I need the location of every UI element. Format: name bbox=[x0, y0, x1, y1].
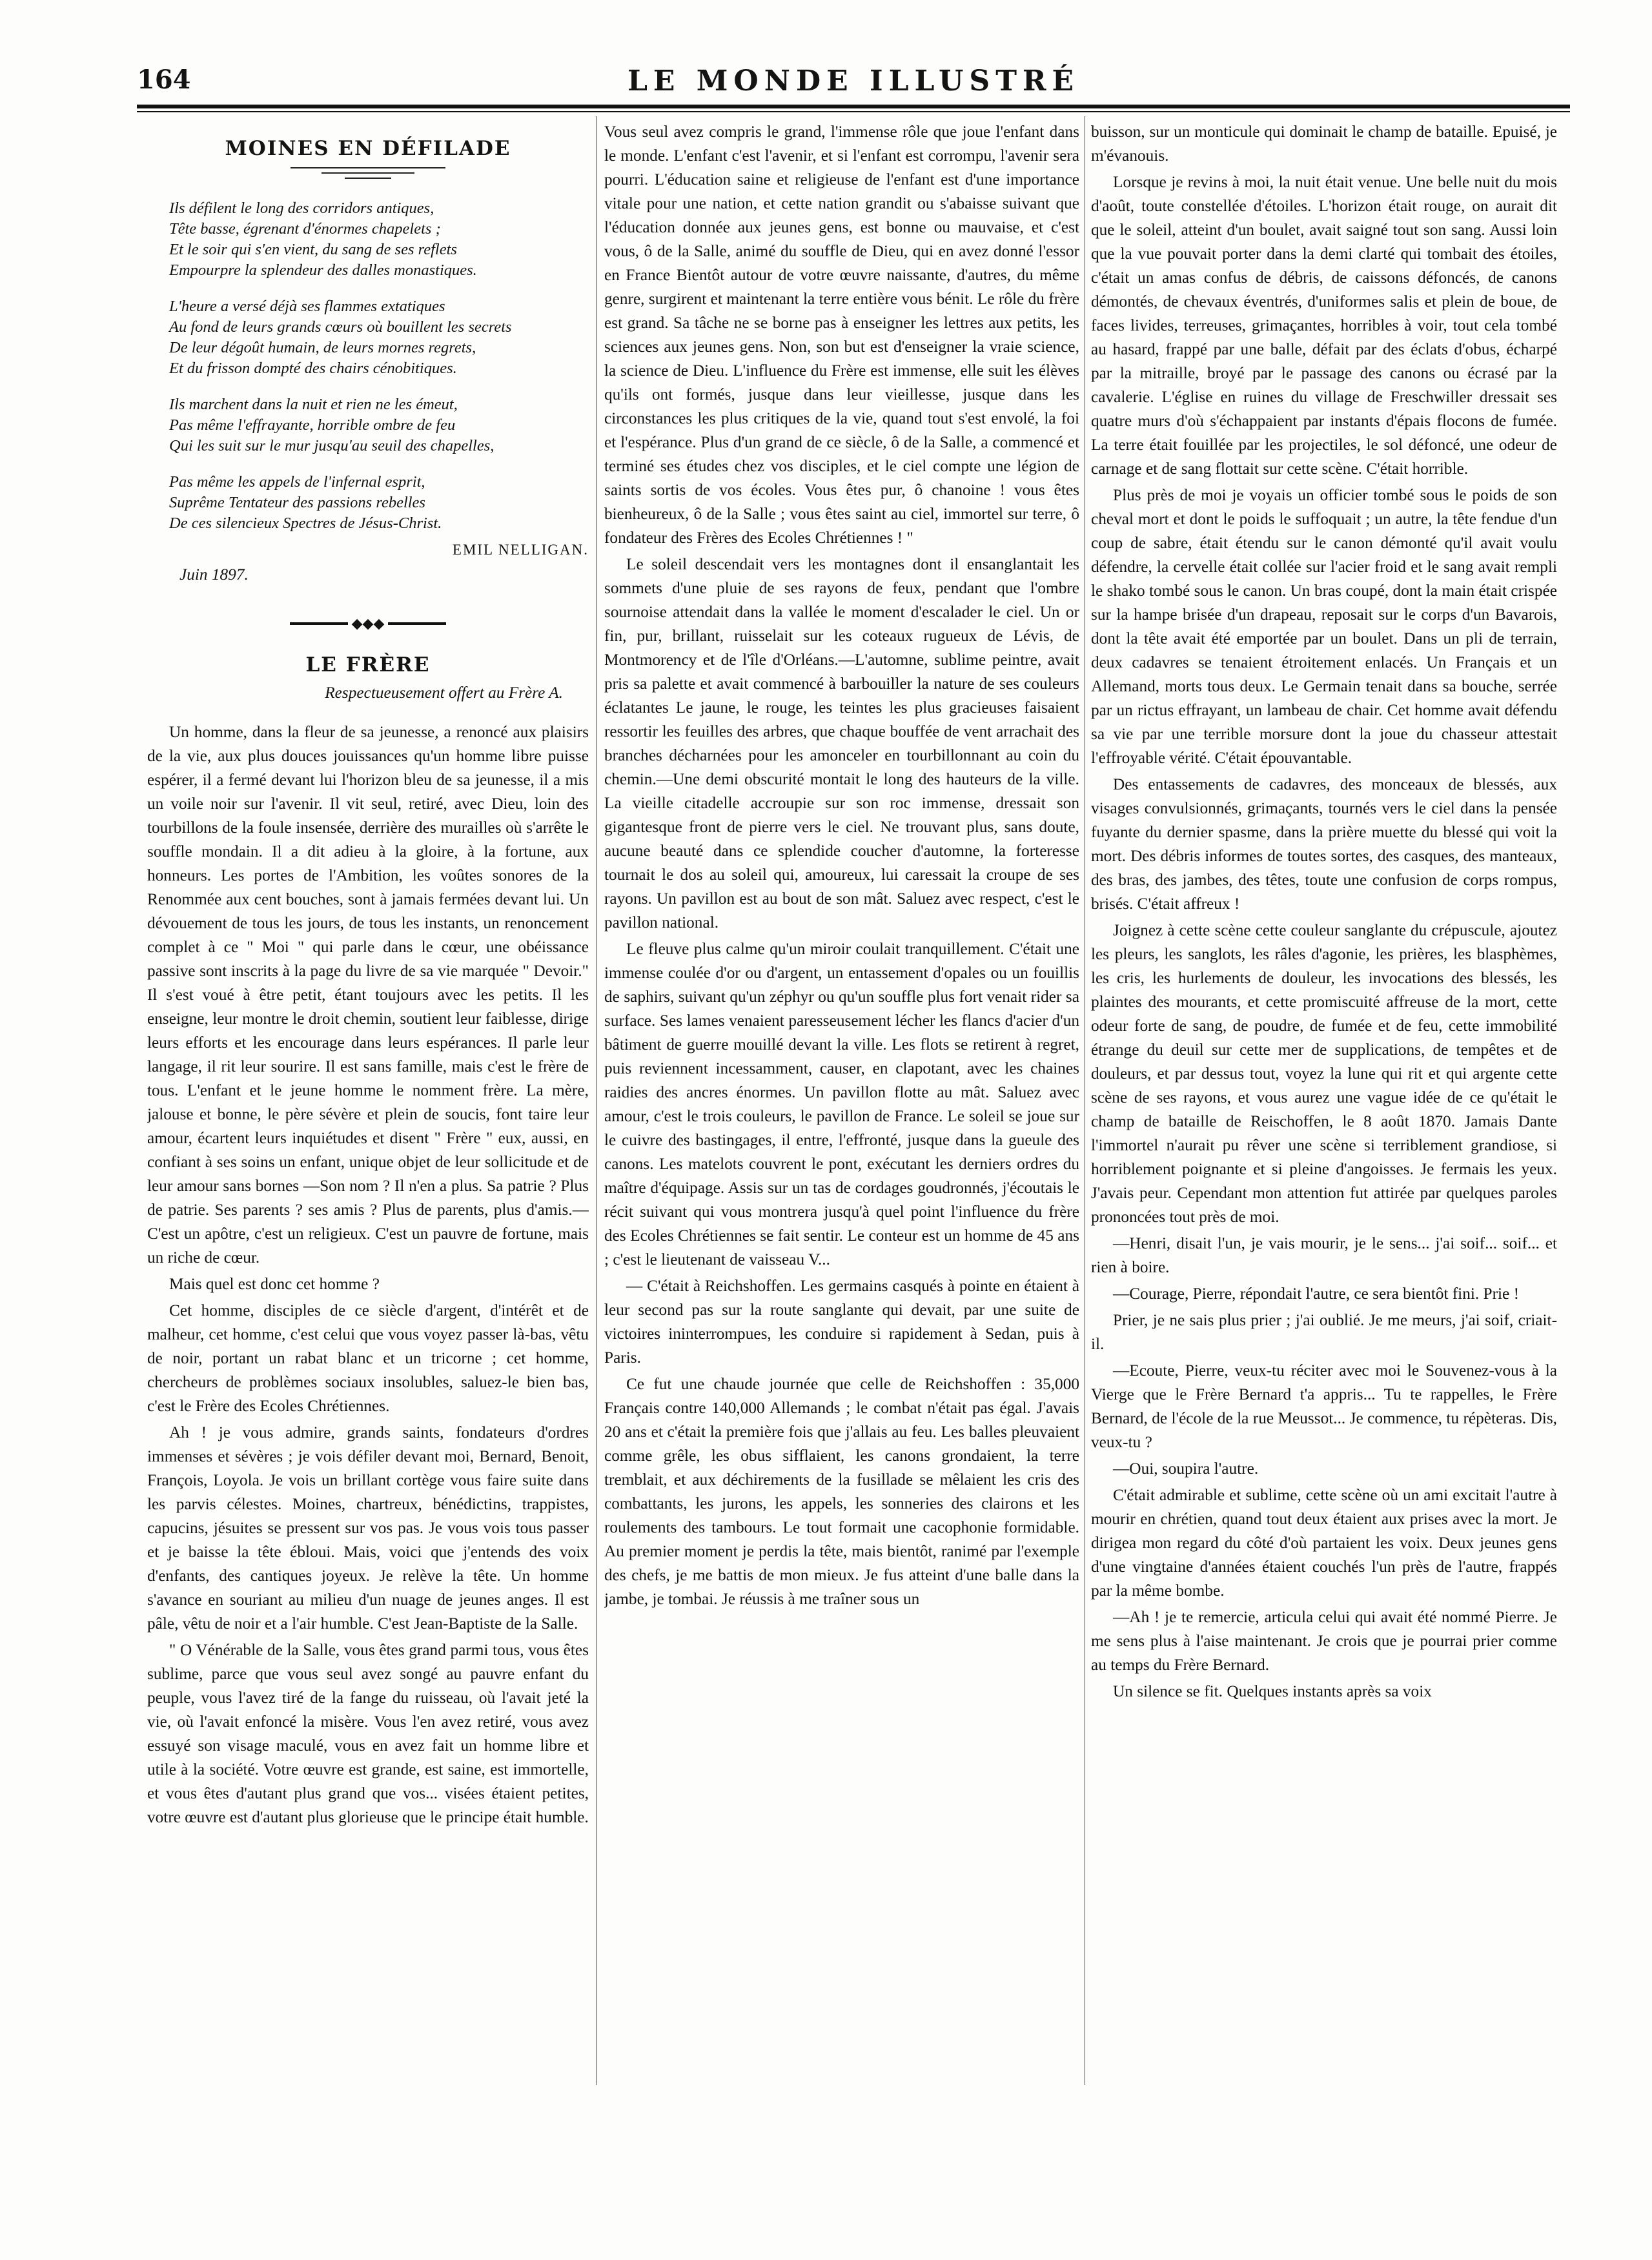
paragraph: Vous seul avez compris le grand, l'immense rôle que joue l'enfant dans le monde. L'enfant c'est l'avenir, et si l'enfant est corrompu, l'avenir sera pourri. L'éducation saine et religieuse de l'enfant est d'une importance vitale pour une nation, et cette nation grandit ou s'abaisse suivant que l'éducation donnée aux jeunes gens, est bonne ou mauvaise, et c'est vous, ô de la Salle, animé du souffle de Dieu, qui en avez donné l'essor en France Bientôt autour de votre œuvre naissante, d'autres, du même genre, surgirent et maintenant la terre entière vous bénit. Le rôle du frère est grand. Sa tâche ne se borne pas à enseigner les lettres aux petits, les sciences aux jeunes gens. Non, son but est d'enseigner la vraie science, la science de Dieu. L'influence du Frère est immense, elle suit les élèves qu'ils ont formés, jusque dans leur vieillesse, jusque dans les circonstances les plus critiques de la vie, quand tout s'est envolé, la foi et l'espérance. Plus d'un grand de ce siècle, ô de la Salle, a commencé et terminé ses études chez vos disciples, et le ciel compte une légion de saints sortis de vos écoles. Vous êtes pur, ô chanoine ! vous êtes bienheureux, ô de la Salle ; vous êtes saint au ciel, immortel sur terre, ô fondateur des Frères des Ecoles Chrétiennes ! " bbox=[604, 123, 1079, 547]
article-title: LE FRÈRE bbox=[305, 653, 431, 677]
poem-signature: EMIL NELLIGAN. bbox=[452, 542, 589, 558]
paragraph: —Courage, Pierre, répondait l'autre, ce sera bientôt fini. Prie ! bbox=[1113, 1285, 1520, 1303]
paragraph: Un homme, dans la fleur de sa jeunesse, a renoncé aux plaisirs de la vie, aux plus douces jouissances qu'un homme libre puisse espérer, il a fermé devant lui l'horizon bleu de sa jeunesse, il a mis un voile noir sur l'avenir. Il vit seul, retiré, avec Dieu, loin des tourbillons de la foule insensée, derrière des murailles où s'arrête le souffle mondain. Il a dit adieu à la gloire, à la fortune, aux honneurs. Les portes de l'Ambition, les voûtes sonores de la Renommée aux cent bouches, sont à jamais fermées devant lui. Un dévouement de tous les jours, de tous les instants, un renoncement complet à ce " Moi " qui parle dans le cœur, une obéissance passive sont inscrits à la page du livre de sa vie marquée " Devoir." Il s'est voué à être petit, étant toujours avec les petits. Il les enseigne, leur montre le droit chemin, soutient leur faiblesse, dirige leurs efforts et les encourage dans leurs espérances. Il parle leur langage, il rit leur sourire. Il est sans famille, mais c'est le frère de tous. L'enfant et le jeune homme le nomment frère. La mère, jalouse et bonne, le père sévère et plein de soucis, font taire leur amour, écartent leurs inquiétudes et disent " Frère " eux, aussi, en confiant à ses soins un enfant, unique objet de leur sollicitude et de leur amour sans bornes —Son nom ? Il n'en a plus. Sa patrie ? Plus de patrie. Ses parents ? ses amis ? Plus de parents, plus d'amis.—C'est un apôtre, c'est un religieux. C'est un pauvre de fortune, mais un riche de cœur. bbox=[147, 723, 589, 1267]
column-3 bbox=[1091, 120, 1557, 1704]
header-rule-thick bbox=[137, 105, 1570, 108]
poem-line: L'heure a versé déjà ses flammes extatiques bbox=[169, 298, 445, 315]
poem-line: Au fond de leurs grands cœurs où bouillent les secrets bbox=[169, 318, 512, 336]
poem-line: Et du frisson dompté des chairs cénobitiques. bbox=[169, 360, 457, 377]
paragraph: — C'était à Reichshoffen. Les germains casqués à pointe en étaient à leur second pas sur la route sanglante qui devait, par une suite de victoires ininterrompues, les conduire si rapidement à Sedan, puis à Paris. bbox=[604, 1277, 1079, 1367]
paragraph: Le soleil descendait vers les montagnes dont il ensanglantait les sommets d'une pluie de ses rayons de feux, pendant que l'ombre sournoise attendait dans la vallée le moment d'escalader le ciel. Un or fin, pur, brillant, ruisselait sur les coteaux rugueux de Lévis, de Montmorency et de l'île d'Orléans.—L'automne, sublime peintre, avait pris sa palette et avait commencé à barbouiller la nature de ses couleurs éclatantes Le jaune, le rouge, les teintes les plus gracieuses faisaient ressortir les feuilles des arbres, que chaque bouffée de vent arrachait des branches décharnées pour les amonceler en tourbillonnant au coin du chemin.—Une demi obscurité montait le long des hauteurs de la ville. La vieille citadelle accroupie sur son roc immense, dressait son gigantesque front de pierre vers le ciel. Ne trouvant plus, sans doute, aucune beauté dans ce splendide coucher d'automne, la forteresse tournait le dos au soleil qui, amoureux, lui caressait la croupe de ses rayons. Un pavillon est au bout de son mât. Saluez avec respect, c'est le pavillon national. bbox=[604, 555, 1079, 931]
paragraph: —Henri, disait l'un, je vais mourir, je le sens... j'ai soif... soif... et rien à boire. bbox=[1091, 1234, 1557, 1276]
paragraph: —Ecoute, Pierre, veux-tu réciter avec moi le Souvenez-vous à la Vierge que le Frère Bernard t'a appris... Tu te rappelles, le Frère Bernard, de l'école de la rue Meussot... Je commence, tu répèteras. Dis, veux-tu ? bbox=[1091, 1361, 1557, 1451]
poem-line: Ils marchent dans la nuit et rien ne les émeut, bbox=[169, 396, 458, 413]
poem-title: MOINES EN DÉFILADE bbox=[225, 137, 511, 160]
column-1 bbox=[147, 123, 589, 1829]
paragraph: —Oui, soupira l'autre. bbox=[1113, 1460, 1259, 1478]
title-underline bbox=[291, 167, 445, 179]
poem-line: De leur dégoût humain, de leurs mornes regrets, bbox=[169, 339, 476, 356]
poem-line: Ils défilent le long des corridors antiques, bbox=[169, 199, 434, 217]
paragraph: Plus près de moi je voyais un officier tombé sous le poids de son cheval mort et dont le poids le suffoquait ; un autre, la tête fendue d'un coup de sabre, était étendu sur le canon démonté qu'il avait voulu défendre, la cervelle était collée sur l'acier froid et le sang avait rempli le shako tombé sous le canon. Un bras coupé, dont la main était crispée sur la hampe brisée d'un drapeau, reposait sur le corps d'un Bavarois, dont la tête avait été emportée par un boulet. Dans un pli de terrain, deux cadavres se tenaient étroitement enlacés. Un Français et un Allemand, morts tous deux. Le Germain tenait dans sa bouche, serrée par un rictus effrayant, un lambeau de chair. Cet homme avait défendu sa vie par une terrible morsure dont la joue du chasseur attestait l'effroyable vérité. C'était épouvantable. bbox=[1091, 486, 1557, 767]
masthead-title: LE MONDE ILLUSTRÉ bbox=[627, 65, 1080, 97]
poem-line: Suprême Tentateur des passions rebelles bbox=[169, 494, 425, 511]
poem-line: Qui les suit sur le mur jusqu'au seuil des chapelles, bbox=[169, 437, 495, 454]
poem-stanza bbox=[169, 472, 589, 534]
poem-line: Et le soir qui s'en vient, du sang de ses reflets bbox=[169, 241, 457, 258]
paragraph: Des entassements de cadavres, des monceaux de blessés, aux visages convulsionnés, grimaçants, tournés vers le ciel dans la pensée fuyante du dernier spasme, dans la prière muette du blessé qui voit la mort. Des débris informes de toutes sortes, des casques, des manteaux, des bras, des jambes, des têtes, toute une confusion de corps rompus, brisés. C'était affreux ! bbox=[1091, 775, 1557, 913]
diamond-ornament-icon: ◆◆◆ bbox=[351, 615, 385, 631]
header-rule-thin bbox=[137, 111, 1570, 112]
section-ornament bbox=[147, 611, 589, 635]
paragraph: buisson, sur un monticule qui dominait le champ de bataille. Epuisé, je m'évanouis. bbox=[1091, 123, 1557, 165]
poem-stanza bbox=[169, 198, 589, 281]
paragraph: Lorsque je revins à moi, la nuit était venue. Une belle nuit du mois d'août, toute constellée d'étoiles. L'horizon était rouge, on aurait dit que le soleil, atteint d'un boulet, avait saigné tout son sang. Aussi loin que la vue pouvait porter dans la demi clarté qui tombait des étoiles, c'était un amas confus de débris, de caissons défoncés, de canons démontés, de chevaux éventrés, d'uniformes salis et plein de boue, de faces livides, terreuses, grimaçantes, horribles à voir, tout cela tombé au hasard, frappé par une balle, défait par des éclats d'obus, écharpé par la mitraille, broyé par le passage des canons ou écrasé par la cavalerie. L'église en ruines du village de Freschwiller dressait ses quatre murs d'où s'échappaient par instants d'épais flocons de fumée. La terre était fouillée par les projectiles, le sol défoncé, une odeur de carnage et de sang flottait sur cette scène. C'était horrible. bbox=[1091, 173, 1557, 478]
poem-line: Tête basse, égrenant d'énormes chapelets ; bbox=[169, 220, 441, 238]
paragraph: Cet homme, disciples de ce siècle d'argent, d'intérêt et de malheur, cet homme, c'est celui que vous voyez passer là-bas, vêtu de noir, portant un rabat blanc et un tricorne ; cet homme, chercheurs de problèmes sociaux insolubles, saluez-le bien bas, c'est le Frère des Ecoles Chrétiennes. bbox=[147, 1301, 589, 1415]
paragraph: Un silence se fit. Quelques instants après sa voix bbox=[1113, 1682, 1432, 1700]
poem-line: Pas même les appels de l'infernal esprit, bbox=[169, 473, 425, 491]
paragraph: Joignez à cette scène cette couleur sanglante du crépuscule, ajoutez les pleurs, les sanglots, les râles d'agonie, les prières, les blasphèmes, les cris, les hurlements de douleur, les invocations des blessés, les plaintes des mourants, et cette promiscuité affreuse de la mort, cette odeur forte de sang, de poudre, de fumée et de feu, cette immobilité étrange du deuil sur cette mer de supplications, de tempêtes et de douleurs, et par dessus tout, voyez la lune qui rit et qui argente cette scène de ses rayons, et vous aurez une vague idée de ce qu'était le champ de bataille de Reischoffen, le 8 août 1870. Jamais Dante l'immortel n'aurait pu rêver une scène si terriblement grandiose, si horriblement poignante et si pleine d'angoisses. Je fermais les yeux. J'avais peur. Cependant mon attention fut attirée par quelques paroles prononcées tout près de moi. bbox=[1091, 921, 1557, 1226]
article-dedication: Respectueusement offert au Frère A. bbox=[325, 684, 563, 702]
poem-line: Pas même l'effrayante, horrible ombre de feu bbox=[169, 416, 456, 434]
page-number: 164 bbox=[137, 65, 191, 95]
paragraph: Le fleuve plus calme qu'un miroir coulait tranquillement. C'était une immense coulée d'or ou d'argent, un entassement d'opales ou un fouillis de saphirs, suivant qu'un zéphyr ou qu'un souffle plus fort venait rider sa surface. Ses lames venaient paresseusement lécher les flancs d'acier d'un bâtiment de guerre mouillé devant la ville. Les flots se retirent à regret, puis reviennent incessamment, causer, en clapotant, avec les chaines raidies des ancres énormes. Un pavillon flotte au mât. Saluez avec amour, c'est le trois couleurs, le pavillon de France. Le soleil se joue sur le cuivre des bastingages, il entre, l'effronté, jusque dans la gueule des canons. Les matelots couvrent le pont, exécutant les derniers ordres du maître d'équipage. Assis sur un tas de cordages goudronnés, j'écoutais le récit suivant qui vous montrera jusqu'à quel point l'influence du frère des Ecoles Chrétiennes se fait sentir. Le conteur est un homme de 45 ans ; c'est le lieutenant de vaisseau V... bbox=[604, 940, 1079, 1268]
page-header bbox=[137, 65, 1570, 103]
column-2 bbox=[604, 120, 1079, 1611]
poem-line: Empourpre la splendeur des dalles monastiques. bbox=[169, 261, 477, 279]
paragraph: Prier, je ne sais plus prier ; j'ai oublié. Je me meurs, j'ai soif, criait-il. bbox=[1091, 1311, 1557, 1353]
paragraph: —Ah ! je te remercie, articula celui qui avait été nommé Pierre. Je me sens plus à l'aise maintenant. Je crois que je pourrai prier comme au temps du Frère Bernard. bbox=[1091, 1608, 1557, 1674]
poem-stanza bbox=[169, 296, 589, 379]
poem-date: Juin 1897. bbox=[179, 565, 249, 584]
paragraph: C'était admirable et sublime, cette scène où un ami excitait l'autre à mourir en chrétien, quand tout deux étaient aux prises avec la mort. Je dirigea mon regard du côté d'où partaient les voix. Deux jeunes gens d'une vingtaine d'années étaient couchés l'un près de l'autre, frappés par la même bombe. bbox=[1091, 1486, 1557, 1600]
poem-body bbox=[147, 198, 589, 534]
paragraph: Mais quel est donc cet homme ? bbox=[169, 1275, 380, 1293]
poem-line: De ces silencieux Spectres de Jésus-Christ. bbox=[169, 514, 442, 532]
paragraph: Ce fut une chaude journée que celle de Reichshoffen : 35,000 Français contre 140,000 Allemands ; le combat n'était pas égal. J'avais 20 ans et c'était la première fois que j'allais au feu. Les balles pleuvaient comme grêle, les obus sifflaient, les canons grondaient, la terre tremblait, et aux déchirements de la fusillade se mêlaient les cris des combattants, les jurons, les appels, les sonneries des clairons et les roulements des tambours. Le tout formait une cacophonie formidable. Au premier moment je perdis la tête, mais bientôt, ranimé par l'exemple des chefs, je me battis de mon mieux. Je fus atteint d'une balle dans la jambe, je tombai. Je réussis à me traîner sous un bbox=[604, 1375, 1079, 1608]
poem-stanza bbox=[169, 394, 589, 456]
paragraph: " O Vénérable de la Salle, vous êtes grand parmi tous, vous êtes sublime, parce que vous seul avez songé au pauvre enfant du peuple, vous l'avez tiré de la fange du ruisseau, où l'avait jeté la vie, où l'avait enfoncé la misère. Vous l'en avez retiré, vous avez essuyé son visage maculé, vous en avez fait un homme libre et utile à la société. Votre œuvre est grande, est saine, est immortelle, et vous êtes d'autant plus grand que vos... visées étaient petites, votre œuvre est d'autant plus glorieuse que le principe était humble. bbox=[147, 1641, 589, 1826]
paragraph: Ah ! je vous admire, grands saints, fondateurs d'ordres immenses et sévères ; je vois défiler devant moi, Bernard, Benoit, François, Loyola. Je vois un brillant cortège vous faire suite dans les parvis célestes. Moines, chartreux, bénédictins, trappistes, capucins, jésuites se pressent sur vos pas. Je vous vois tous passer et je baisse la tête ébloui. Mais, voici que j'entends des voix d'enfants, des cantiques joyeux. Je relève la tête. Un homme s'avance en souriant au milieu d'un nuage de jeunes anges. Il est pâle, vêtu de noir et a l'air humble. C'est Jean-Baptiste de la Salle. bbox=[147, 1423, 589, 1633]
